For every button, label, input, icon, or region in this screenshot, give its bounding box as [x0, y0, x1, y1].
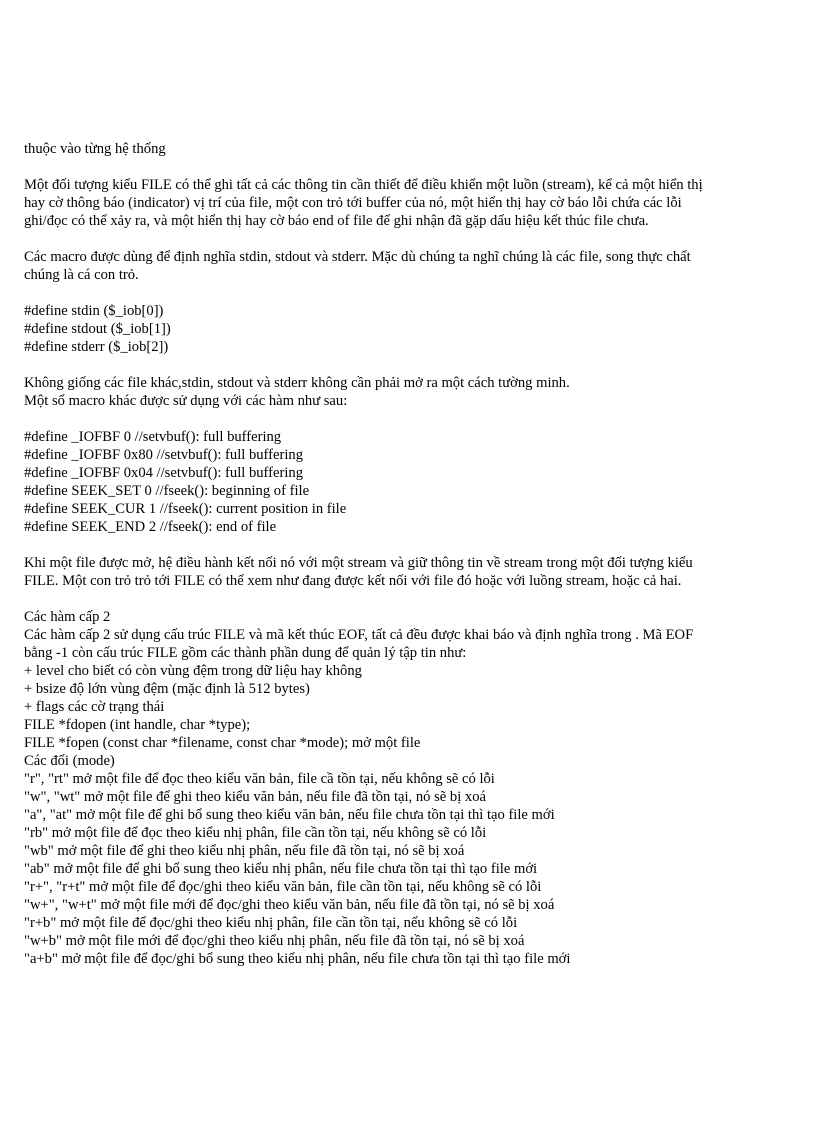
paragraph-std-macros: [24, 248, 794, 284]
document-page: [24, 140, 794, 968]
paragraph-gap: [24, 410, 794, 428]
code-buffer-defines: [24, 428, 794, 536]
mode-line: "w+", "w+t" mở một file mới để đọc/ghi theo kiểu văn bản, nếu file đã tồn tại, nó sẽ bị xoá: [24, 897, 555, 913]
mode-line: "r+b" mở một file để đọc/ghi theo kiểu nhị phân, file cần tồn tại, nếu không sẽ có lỗi: [24, 915, 518, 931]
mode-line: "ab" mở một file để ghi bổ sung theo kiểu nhị phân, nếu file chưa tồn tại thì tạo file mới: [24, 861, 538, 877]
mode-line: "a+b" mở một file để đọc/ghi bổ sung theo kiểu nhị phân, nếu file chưa tồn tại thì tạo file mới: [24, 951, 571, 967]
mode-line: "w+b" mở một file mới để đọc/ghi theo kiểu nhị phân, nếu file đã tồn tại, nó sẽ bị xoá: [24, 933, 525, 949]
code-line: #define stderr ($_iob[2]): [24, 339, 169, 355]
text-line: chúng là cá con trỏ.: [24, 267, 139, 283]
text-line: Một số macro khác được sử dụng với các hàm như sau:: [24, 393, 348, 409]
code-line: #define SEEK_CUR 1 //fseek(): current position in file: [24, 501, 347, 517]
code-line: FILE *fdopen (int handle, char *type);: [24, 717, 251, 733]
mode-line: "wb" mở một file để ghi theo kiểu nhị phân, nếu file đã tồn tại, nó sẽ bị xoá: [24, 843, 465, 859]
mode-line: "w", "wt" mở một file để ghi theo kiểu văn bản, nếu file đã tồn tại, nó sẽ bị xoá: [24, 789, 486, 805]
text-line: + flags các cờ trạng thái: [24, 699, 165, 715]
text-line: Các macro được dùng để định nghĩa stdin, stdout và stderr. Mặc dù chúng ta nghĩ chúng là các file, song thực chất: [24, 249, 691, 265]
text-line: hay cờ thông báo (indicator) vị trí của file, một con trỏ tới buffer của nó, một hiển thị hay cờ báo lỗi chứa các lỗi: [24, 195, 682, 211]
paragraph-intro: [24, 140, 794, 158]
section-heading: Các hàm cấp 2: [24, 609, 111, 625]
code-line: #define _IOFBF 0x04 //setvbuf(): full buffering: [24, 465, 303, 481]
text-line: thuộc vào từng hệ thống: [24, 141, 166, 157]
text-line: FILE. Một con trỏ trỏ tới FILE có thể xem như đang được kết nối với file đó hoặc với luồng stream, hoặc cả hai.: [24, 573, 682, 589]
text-line: Các đối (mode): [24, 753, 115, 769]
paragraph-gap: [24, 230, 794, 248]
text-line: + level cho biết có còn vùng đệm trong dữ liệu hay không: [24, 663, 362, 679]
section-level2-functions: [24, 608, 794, 968]
text-line: Các hàm cấp 2 sử dụng cấu trúc FILE và mã kết thúc EOF, tất cả đều được khai báo và định nghĩa trong . Mã EOF: [24, 627, 694, 643]
code-line: #define _IOFBF 0 //setvbuf(): full buffering: [24, 429, 282, 445]
paragraph-gap: [24, 590, 794, 608]
mode-line: "r+", "r+t" mở một file để đọc/ghi theo kiểu văn bản, file cần tồn tại, nếu không sẽ có lỗi: [24, 879, 542, 895]
paragraph-stream: [24, 554, 794, 590]
code-line: #define SEEK_SET 0 //fseek(): beginning of file: [24, 483, 310, 499]
text-line: Không giống các file khác,stdin, stdout và stderr không cần phải mở ra một cách tường minh.: [24, 375, 570, 391]
mode-line: "r", "rt" mở một file để đọc theo kiểu văn bản, file cầ tồn tại, nếu không sẽ có lỗi: [24, 771, 495, 787]
code-line: #define _IOFBF 0x80 //setvbuf(): full buffering: [24, 447, 303, 463]
paragraph-gap: [24, 284, 794, 302]
code-line: #define SEEK_END 2 //fseek(): end of file: [24, 519, 277, 535]
paragraph-other-macros: [24, 374, 794, 410]
text-line: bằng -1 còn cấu trúc FILE gồm các thành phần dung để quản lý tập tin như:: [24, 645, 467, 661]
paragraph-file-object: [24, 176, 794, 230]
text-line: + bsize độ lớn vùng đệm (mặc định là 512 bytes): [24, 681, 310, 697]
code-line: FILE *fopen (const char *filename, const char *mode); mở một file: [24, 735, 421, 751]
code-std-defines: [24, 302, 794, 356]
paragraph-gap: [24, 158, 794, 176]
text-line: ghi/đọc có thể xảy ra, và một hiển thị hay cờ báo end of file để ghi nhận đã gặp dấu hiệu kết thúc file chưa.: [24, 213, 649, 229]
text-line: Khi một file được mở, hệ điều hành kết nối nó với một stream và giữ thông tin về stream trong một đối tượng kiểu: [24, 555, 693, 571]
mode-line: "rb" mở một file để đọc theo kiểu nhị phân, file cần tồn tại, nếu không sẽ có lỗi: [24, 825, 487, 841]
mode-line: "a", "at" mở một file để ghi bổ sung theo kiểu văn bản, nếu file chưa tồn tại thì tạo file mới: [24, 807, 555, 823]
code-line: #define stdin ($_iob[0]): [24, 303, 164, 319]
paragraph-gap: [24, 356, 794, 374]
code-line: #define stdout ($_iob[1]): [24, 321, 171, 337]
text-line: Một đối tượng kiểu FILE có thể ghi tất cả các thông tin cần thiết để điều khiển một luồn (stream), kể cả một hiển thị: [24, 177, 703, 193]
paragraph-gap: [24, 536, 794, 554]
